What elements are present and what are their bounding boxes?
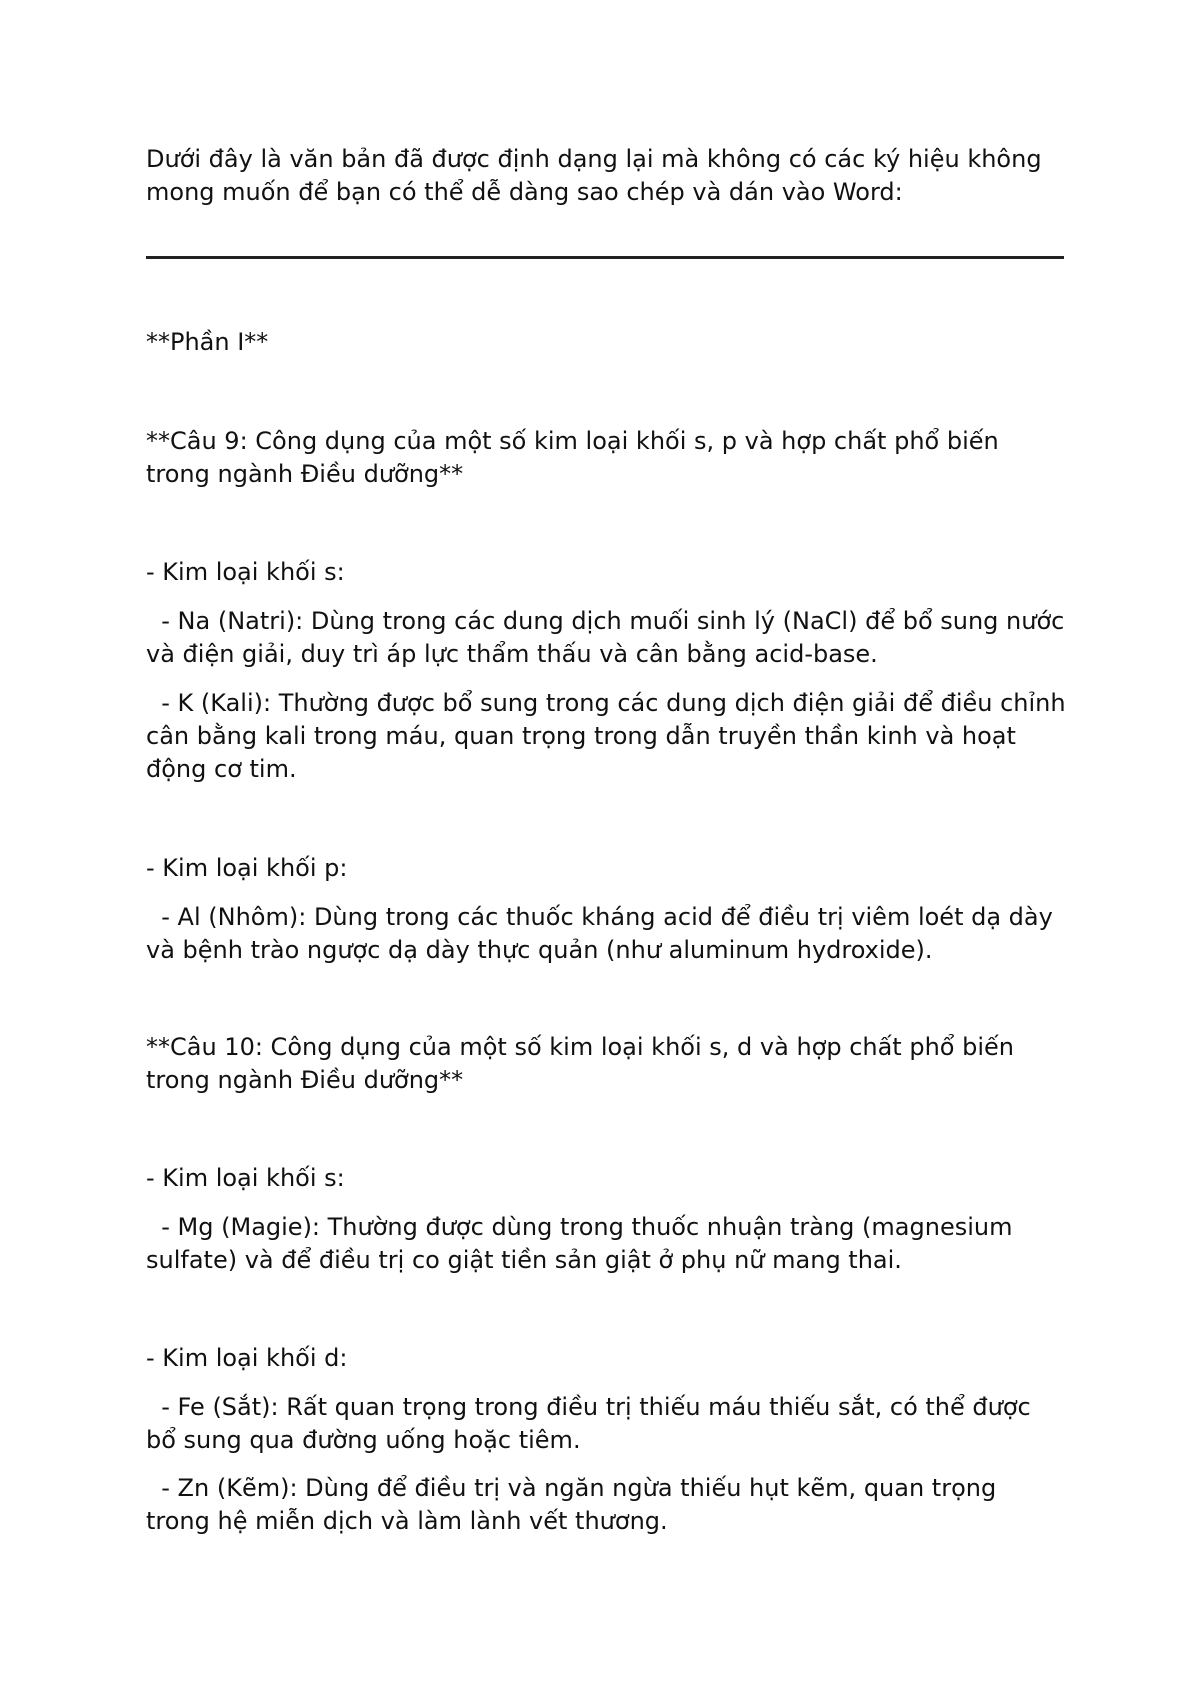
q10-mg-item: - Mg (Magie): Thường được dùng trong thuốc nhuận tràng (magnesium sulfate) và để điều trị co giật tiền sản giật ở phụ nữ mang thai. [146, 1213, 1021, 1274]
q10-fe-item: - Fe (Sắt): Rất quan trọng trong điều trị thiếu máu thiếu sắt, có thể được bổ sung qua đường uống hoặc tiêm. [146, 1393, 1039, 1454]
section-heading: **Phần I** [146, 328, 269, 356]
q9-p-block-label: - Kim loại khối p: [146, 854, 348, 882]
q9-al-item: - Al (Nhôm): Dùng trong các thuốc kháng acid để điều trị viêm loét dạ dày và bệnh trào ngược dạ dày thực quản (như aluminum hydroxide). [146, 903, 1061, 964]
q10-s-block-label: - Kim loại khối s: [146, 1164, 345, 1192]
question-10-title: **Câu 10: Công dụng của một số kim loại khối s, d và hợp chất phổ biến trong ngành Điều dưỡng** [146, 1033, 1014, 1094]
intro-paragraph: Dưới đây là văn bản đã được định dạng lại mà không có các ký hiệu không mong muốn để bạn có thể dễ dàng sao chép và dán vào Word: [146, 145, 1042, 206]
q10-zn-item: - Zn (Kẽm): Dùng để điều trị và ngăn ngừa thiếu hụt kẽm, quan trọng trong hệ miễn dịch và làm lành vết thương. [146, 1474, 1004, 1535]
q10-d-block-label: - Kim loại khối d: [146, 1344, 348, 1372]
q9-s-block-label: - Kim loại khối s: [146, 558, 345, 586]
horizontal-rule [146, 256, 1064, 259]
q9-k-item: - K (Kali): Thường được bổ sung trong các dung dịch điện giải để điều chỉnh cân bằng kali trong máu, quan trọng trong dẫn truyền thần kinh và hoạt động cơ tim. [146, 689, 1074, 783]
question-9-title: **Câu 9: Công dụng của một số kim loại khối s, p và hợp chất phổ biến trong ngành Điều dưỡng** [146, 427, 999, 488]
q9-na-item: - Na (Natri): Dùng trong các dung dịch muối sinh lý (NaCl) để bổ sung nước và điện giải, duy trì áp lực thẩm thấu và cân bằng acid-base. [146, 607, 1072, 668]
